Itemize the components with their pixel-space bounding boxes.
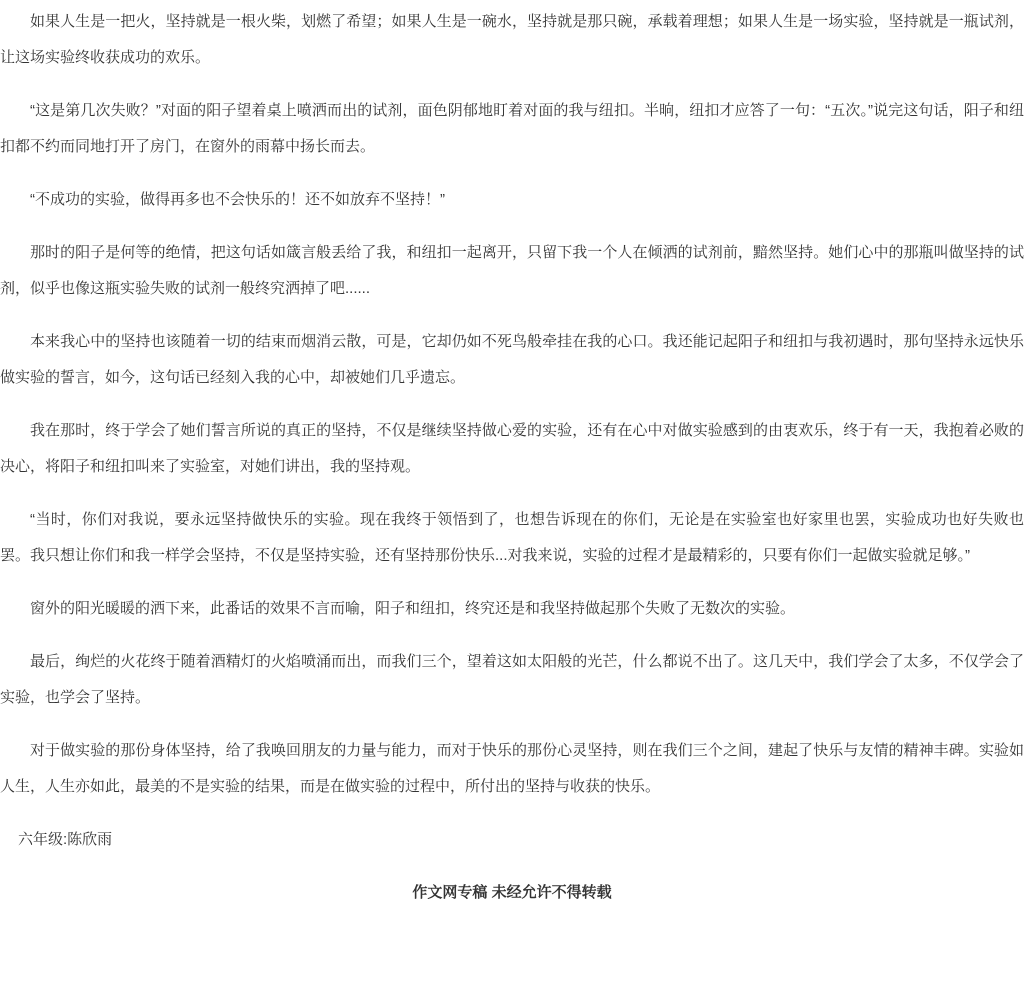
essay-paragraph-5: 本来我心中的坚持也该随着一切的结束而烟消云散，可是，它却仍如不死鸟般牵挂在我的心口。我还能记起阳子和纽扣与我初遇时，那句坚持永远快乐做实验的誓言，如今，这句话已经刻入我的心中，却被她们几乎遗忘。 (0, 333, 1024, 386)
essay-paragraph-9: 最后，绚烂的火花终于随着酒精灯的火焰喷涌而出，而我们三个，望着这如太阳般的光芒，什么都说不出了。这几天中，我们学会了太多，不仅学会了实验，也学会了坚持。 (0, 653, 1024, 706)
essay-paragraph-2: “这是第几次失败？”对面的阳子望着桌上喷洒而出的试剂，面色阴郁地盯着对面的我与纽扣。半晌，纽扣才应答了一句：“五次。”说完这句话，阳子和纽扣都不约而同地打开了房门，在窗外的雨幕中扬长而去。 (0, 102, 1024, 155)
essay-paragraph-7: “当时，你们对我说，要永远坚持做快乐的实验。现在我终于领悟到了，也想告诉现在的你们，无论是在实验室也好家里也罢，实验成功也好失败也罢。我只想让你们和我一样学会坚持，不仅是坚持实验，还有坚持那份快乐...对我来说，实验的过程才是最精彩的，只要有你们一起做实验就足够。” (0, 511, 1024, 564)
essay-paragraph-6: 我在那时，终于学会了她们誓言所说的真正的坚持，不仅是继续坚持做心爱的实验，还有在心中对做实验感到的由衷欢乐，终于有一天，我抱着必败的决心，将阳子和纽扣叫来了实验室，对她们讲出，我的坚持观。 (0, 422, 1024, 475)
essay-paragraph-1: 如果人生是一把火，坚持就是一根火柴，划燃了希望；如果人生是一碗水，坚持就是那只碗，承载着理想；如果人生是一场实验，坚持就是一瓶试剂，让这场实验终收获成功的欢乐。 (0, 13, 1024, 66)
essay-paragraph-3: “不成功的实验，做得再多也不会快乐的！还不如放弃不坚持！” (30, 191, 445, 208)
essay-paragraph-8: 窗外的阳光暖暖的洒下来，此番话的效果不言而喻，阳子和纽扣，终究还是和我坚持做起那个失败了无数次的实验。 (30, 600, 796, 617)
essay-paragraph-10: 对于做实验的那份身体坚持，给了我唤回朋友的力量与能力，而对于快乐的那份心灵坚持，则在我们三个之间，建起了快乐与友情的精神丰碑。实验如人生，人生亦如此，最美的不是实验的结果，而是在做实验的过程中，所付出的坚持与收获的快乐。 (0, 742, 1024, 795)
essay-paragraph-4: 那时的阳子是何等的绝情，把这句话如箴言般丢给了我，和纽扣一起离开，只留下我一个人在倾洒的试剂前，黯然坚持。她们心中的那瓶叫做坚持的试剂，似乎也像这瓶实验失败的试剂一般终究洒掉了吧...... (0, 244, 1024, 297)
author-signature: 六年级:陈欣雨 (18, 831, 113, 848)
copyright-notice: 作文网专稿 未经允许不得转载 (412, 884, 612, 901)
